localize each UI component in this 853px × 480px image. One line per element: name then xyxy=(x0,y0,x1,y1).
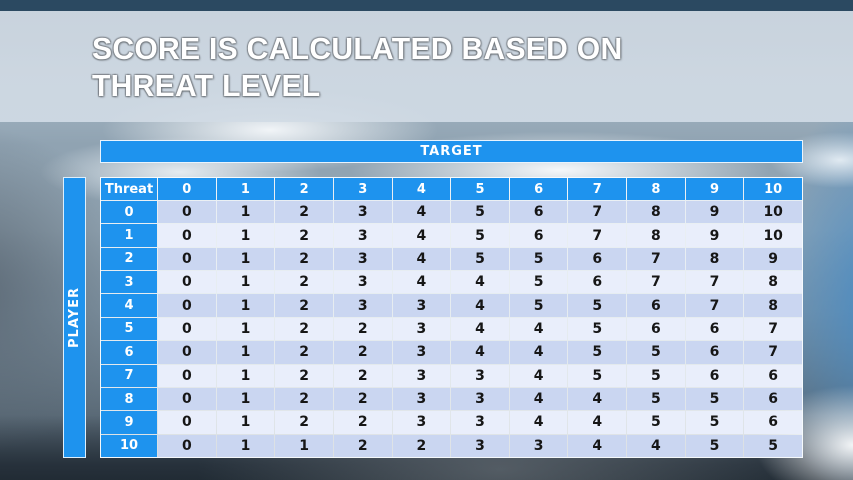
score-cell: 5 xyxy=(510,248,568,270)
score-cell: 4 xyxy=(451,271,509,293)
score-cell: 6 xyxy=(510,224,568,246)
score-cell: 0 xyxy=(158,388,216,410)
score-cell: 5 xyxy=(686,411,744,433)
column-header-1: 1 xyxy=(217,178,275,200)
column-header-0: 0 xyxy=(158,178,216,200)
score-cell: 2 xyxy=(275,365,333,387)
score-cell: 4 xyxy=(568,388,626,410)
corner-cell-threat: Threat xyxy=(101,178,157,200)
score-cell: 1 xyxy=(217,411,275,433)
score-cell: 3 xyxy=(393,411,451,433)
score-cell: 5 xyxy=(568,341,626,363)
row-header-7: 7 xyxy=(101,365,157,387)
score-cell: 5 xyxy=(510,294,568,316)
score-cell: 3 xyxy=(393,318,451,340)
score-cell: 3 xyxy=(393,294,451,316)
score-cell: 1 xyxy=(217,271,275,293)
score-cell: 2 xyxy=(275,224,333,246)
score-cell: 1 xyxy=(217,318,275,340)
score-cell: 10 xyxy=(744,201,802,223)
score-cell: 0 xyxy=(158,365,216,387)
score-cell: 4 xyxy=(451,294,509,316)
score-cell: 4 xyxy=(510,341,568,363)
score-cell: 4 xyxy=(510,388,568,410)
score-cell: 2 xyxy=(275,388,333,410)
score-cell: 2 xyxy=(334,365,392,387)
score-cell: 6 xyxy=(568,248,626,270)
score-cell: 2 xyxy=(275,248,333,270)
score-cell: 10 xyxy=(744,224,802,246)
score-cell: 8 xyxy=(627,201,685,223)
score-cell: 4 xyxy=(393,248,451,270)
score-cell: 4 xyxy=(393,201,451,223)
score-cell: 0 xyxy=(158,318,216,340)
score-cell: 2 xyxy=(334,318,392,340)
score-cell: 2 xyxy=(334,435,392,457)
score-cell: 4 xyxy=(451,341,509,363)
score-cell: 0 xyxy=(158,271,216,293)
score-cell: 5 xyxy=(627,411,685,433)
score-cell: 3 xyxy=(334,294,392,316)
score-cell: 6 xyxy=(568,271,626,293)
score-cell: 9 xyxy=(686,224,744,246)
score-cell: 5 xyxy=(627,388,685,410)
score-cell: 3 xyxy=(510,435,568,457)
score-cell: 2 xyxy=(334,411,392,433)
score-cell: 6 xyxy=(627,318,685,340)
score-cell: 2 xyxy=(275,411,333,433)
column-header-10: 10 xyxy=(744,178,802,200)
score-cell: 5 xyxy=(627,365,685,387)
score-cell: 5 xyxy=(686,388,744,410)
score-cell: 2 xyxy=(334,388,392,410)
row-header-9: 9 xyxy=(101,411,157,433)
score-cell: 4 xyxy=(451,318,509,340)
score-cell: 0 xyxy=(158,341,216,363)
target-label: TARGET xyxy=(420,144,483,159)
score-cell: 9 xyxy=(686,201,744,223)
score-cell: 3 xyxy=(334,271,392,293)
player-label: PLAYER xyxy=(67,287,82,348)
column-header-9: 9 xyxy=(686,178,744,200)
score-cell: 2 xyxy=(275,271,333,293)
score-cell: 5 xyxy=(451,224,509,246)
score-cell: 1 xyxy=(217,224,275,246)
score-cell: 5 xyxy=(627,341,685,363)
score-cell: 9 xyxy=(744,248,802,270)
score-cell: 6 xyxy=(686,318,744,340)
score-cell: 0 xyxy=(158,201,216,223)
score-cell: 4 xyxy=(627,435,685,457)
score-cell: 0 xyxy=(158,411,216,433)
column-header-3: 3 xyxy=(334,178,392,200)
score-cell: 1 xyxy=(217,435,275,457)
score-cell: 5 xyxy=(510,271,568,293)
slide-title-line1: SCORE IS CALCULATED BASED ON xyxy=(92,31,623,66)
score-cell: 7 xyxy=(568,224,626,246)
score-cell: 4 xyxy=(510,365,568,387)
score-cell: 5 xyxy=(686,435,744,457)
score-cell: 3 xyxy=(334,201,392,223)
score-cell: 8 xyxy=(627,224,685,246)
column-header-8: 8 xyxy=(627,178,685,200)
score-cell: 3 xyxy=(451,411,509,433)
column-header-6: 6 xyxy=(510,178,568,200)
score-cell: 7 xyxy=(627,271,685,293)
score-cell: 2 xyxy=(334,341,392,363)
score-cell: 6 xyxy=(744,365,802,387)
score-cell: 4 xyxy=(510,411,568,433)
column-header-2: 2 xyxy=(275,178,333,200)
score-cell: 1 xyxy=(217,341,275,363)
score-cell: 7 xyxy=(686,294,744,316)
score-cell: 7 xyxy=(744,341,802,363)
score-cell: 6 xyxy=(744,411,802,433)
row-header-5: 5 xyxy=(101,318,157,340)
score-cell: 0 xyxy=(158,435,216,457)
row-header-6: 6 xyxy=(101,341,157,363)
target-header-bar xyxy=(100,140,803,163)
row-header-2: 2 xyxy=(101,248,157,270)
score-cell: 3 xyxy=(451,435,509,457)
score-cell: 6 xyxy=(686,341,744,363)
score-cell: 4 xyxy=(393,224,451,246)
score-cell: 5 xyxy=(568,294,626,316)
score-cell: 8 xyxy=(686,248,744,270)
score-cell: 4 xyxy=(393,271,451,293)
score-cell: 3 xyxy=(451,365,509,387)
score-cell: 3 xyxy=(393,341,451,363)
score-cell: 5 xyxy=(568,318,626,340)
row-header-0: 0 xyxy=(101,201,157,223)
score-cell: 3 xyxy=(334,224,392,246)
score-cell: 5 xyxy=(451,248,509,270)
score-cell: 1 xyxy=(217,388,275,410)
slide-title-line2: THREAT LEVEL xyxy=(92,68,321,103)
score-cell: 0 xyxy=(158,294,216,316)
score-cell: 2 xyxy=(275,341,333,363)
slide-title xyxy=(92,30,622,104)
score-cell: 4 xyxy=(568,435,626,457)
score-cell: 6 xyxy=(510,201,568,223)
score-cell: 3 xyxy=(393,388,451,410)
row-header-1: 1 xyxy=(101,224,157,246)
score-cell: 5 xyxy=(744,435,802,457)
score-cell: 7 xyxy=(627,248,685,270)
score-cell: 8 xyxy=(744,294,802,316)
player-header-bar xyxy=(63,177,86,458)
score-cell: 7 xyxy=(568,201,626,223)
score-cell: 0 xyxy=(158,248,216,270)
score-cell: 1 xyxy=(217,365,275,387)
row-header-4: 4 xyxy=(101,294,157,316)
score-cell: 3 xyxy=(393,365,451,387)
score-cell: 8 xyxy=(744,271,802,293)
score-cell: 3 xyxy=(334,248,392,270)
score-cell: 1 xyxy=(217,201,275,223)
score-cell: 3 xyxy=(451,388,509,410)
score-cell: 6 xyxy=(686,365,744,387)
score-cell: 2 xyxy=(275,201,333,223)
row-header-3: 3 xyxy=(101,271,157,293)
score-cell: 4 xyxy=(510,318,568,340)
score-cell: 0 xyxy=(158,224,216,246)
score-cell: 7 xyxy=(744,318,802,340)
score-cell: 2 xyxy=(275,318,333,340)
row-header-8: 8 xyxy=(101,388,157,410)
score-cell: 2 xyxy=(393,435,451,457)
column-header-5: 5 xyxy=(451,178,509,200)
score-matrix-table xyxy=(100,177,803,458)
score-cell: 5 xyxy=(568,365,626,387)
score-cell: 1 xyxy=(217,294,275,316)
column-header-4: 4 xyxy=(393,178,451,200)
score-cell: 1 xyxy=(217,248,275,270)
score-cell: 2 xyxy=(275,294,333,316)
score-cell: 5 xyxy=(451,201,509,223)
score-cell: 1 xyxy=(275,435,333,457)
score-cell: 4 xyxy=(568,411,626,433)
score-cell: 6 xyxy=(627,294,685,316)
row-header-10: 10 xyxy=(101,435,157,457)
column-header-7: 7 xyxy=(568,178,626,200)
score-cell: 7 xyxy=(686,271,744,293)
score-cell: 6 xyxy=(744,388,802,410)
